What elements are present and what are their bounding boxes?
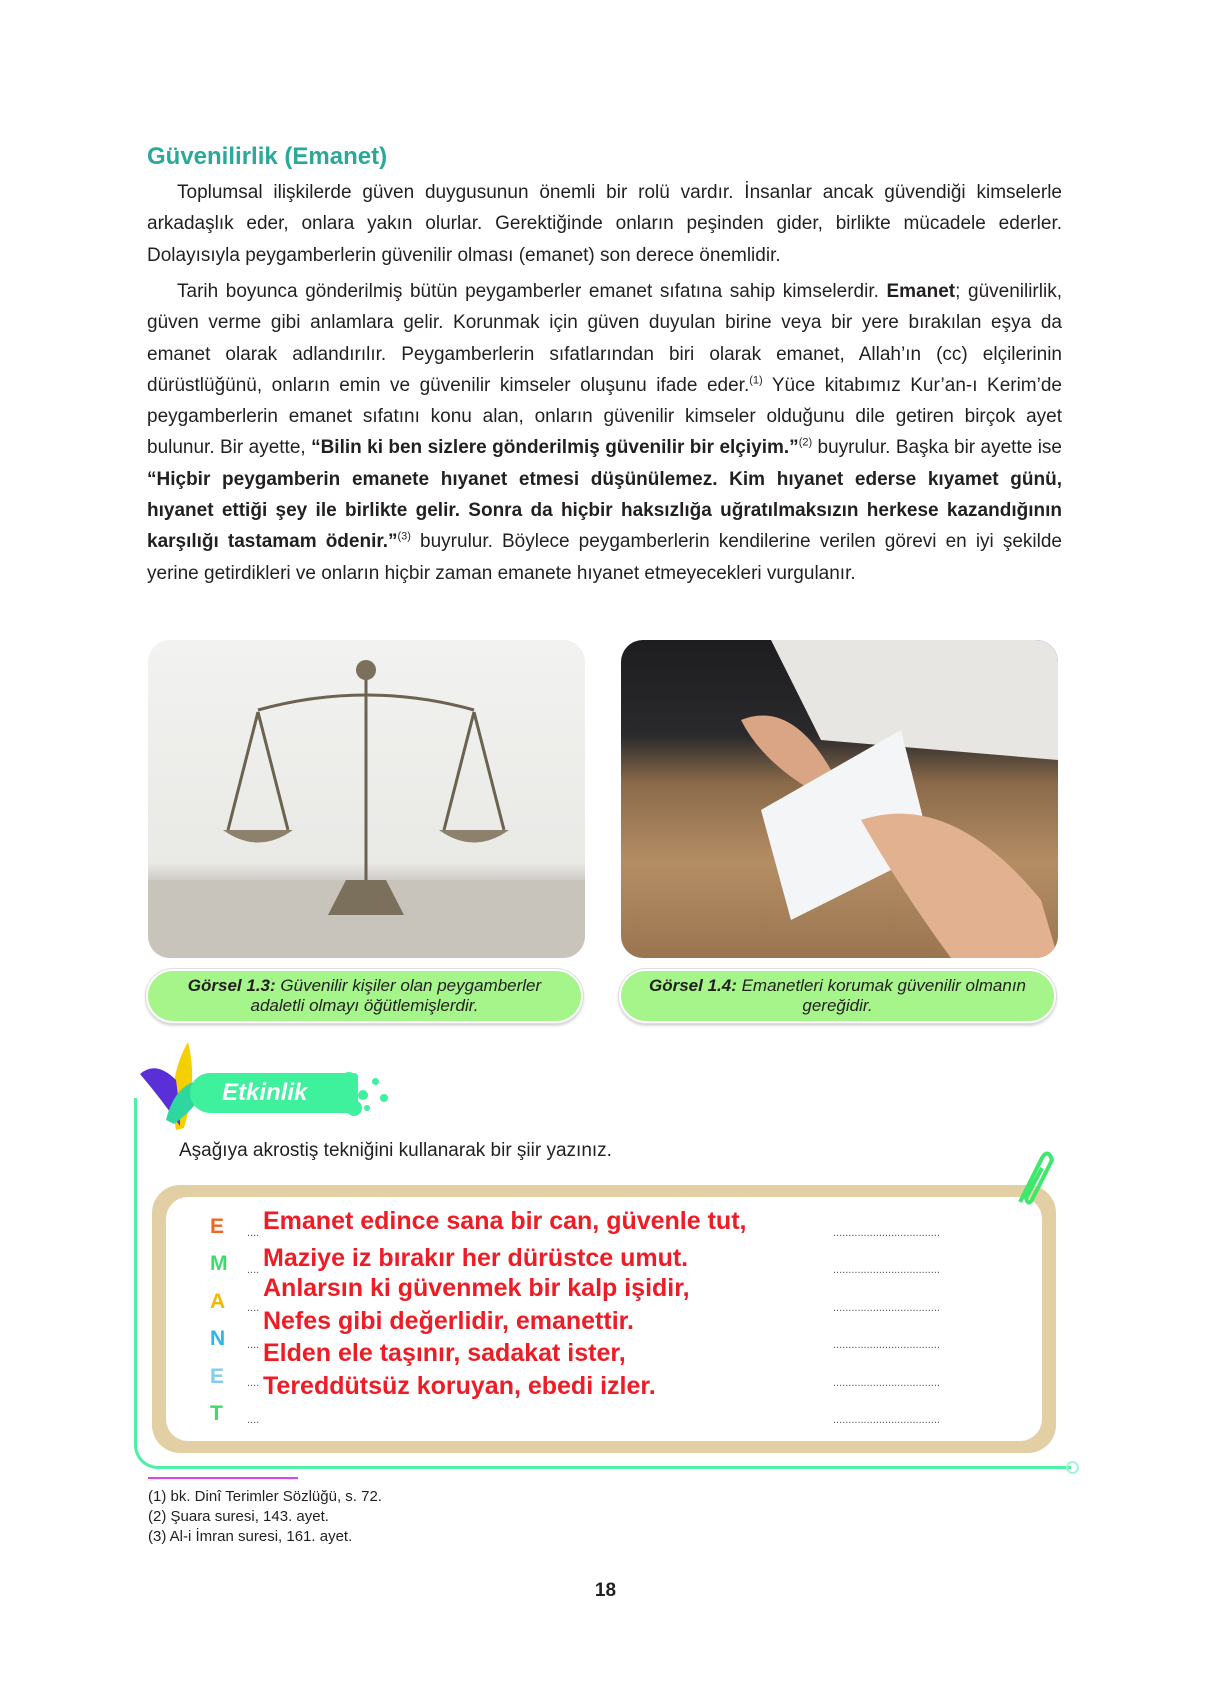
- paperclip-icon: [1012, 1150, 1056, 1210]
- text: buyrulur. Başka bir ayette ise: [812, 437, 1062, 459]
- poem-verse: Elden ele taşınır, sadakat ister,: [263, 1339, 626, 1367]
- footnote-divider: [148, 1477, 298, 1479]
- acrostic-letter: N: [210, 1327, 226, 1350]
- dots: ....: [247, 1414, 260, 1426]
- footnote-1: (1) bk. Dinî Terimler Sözlüğü, s. 72.: [148, 1488, 382, 1505]
- dots: ....: [247, 1339, 260, 1351]
- text: Yüce kitabımız Kur’an-ı Kerim’de peygamberlerin emanet sıfatını konu alan, onların güvenilir kimseler olduğunu dile getiren birçok ayet bulunur. Bir ayette,: [147, 374, 1062, 459]
- verse-quote: “Hiçbir peygamberin emanete hıyanet etmesi düşünülemez. Kim hıyanet ederse kıyamet günü, hıyanet ettiği şey ile birlikte gelir. Sonra da hiçbir haksızlığa uğratılmaksızın herkese kazandığının karşılığı tastamam ödenir.”: [147, 468, 1062, 553]
- decor-dot: [346, 1100, 362, 1116]
- bold-term: Emanet: [886, 281, 956, 302]
- activity-instruction: Aşağıya akrostiş tekniğini kullanarak bir şiir yazınız.: [179, 1140, 612, 1161]
- dots: ....: [247, 1264, 260, 1276]
- dots: ...................................: [833, 1302, 940, 1314]
- poem-verse: Maziye iz bırakır her dürüstce umut.: [263, 1244, 689, 1272]
- scales-of-justice-photo: [148, 640, 585, 958]
- dots: ....: [247, 1302, 260, 1314]
- poem-verse: Emanet edince sana bir can, güvenle tut,: [263, 1207, 747, 1235]
- dots: ...................................: [833, 1414, 940, 1426]
- footnote-3: (3) Al-i İmran suresi, 161. ayet.: [148, 1528, 353, 1545]
- acrostic-letter: E: [210, 1365, 225, 1388]
- decor-dot: [342, 1072, 356, 1086]
- figure-caption-1-4: [619, 969, 1056, 1023]
- poem-verse: Nefes gibi değerlidir, emanettir.: [263, 1307, 634, 1335]
- acrostic-letter: M: [210, 1252, 228, 1275]
- decor-dot: [364, 1105, 370, 1111]
- caption-label: Görsel 1.4:: [649, 976, 737, 995]
- footnote-ref: (2): [798, 437, 813, 450]
- dots: ...................................: [833, 1339, 940, 1351]
- poem-verse: Tereddütsüz koruyan, ebedi izler.: [263, 1372, 656, 1400]
- decor-dot: [372, 1078, 379, 1085]
- envelope-handover-photo: [621, 640, 1058, 958]
- frame-end-circle: [1066, 1461, 1079, 1474]
- acrostic-line: [210, 1372, 1010, 1434]
- text: buyrulur. Böylece peygamberlerin kendilerine verilen görevi en iyi şekilde yerine getirdikleri ve onların hiçbir zaman emanete hıyanet etmeyecekleri vurgulanır.: [147, 531, 1062, 584]
- figure-caption-1-3: [146, 969, 583, 1023]
- caption-text: Güvenilir kişiler olan peygamberler adaletli olmayı öğütlemişlerdir.: [250, 976, 542, 1015]
- text: Tarih boyunca gönderilmiş bütün peygamberler emanet sıfatına sahip kimselerdir.: [177, 281, 887, 302]
- dots: ...................................: [833, 1227, 940, 1239]
- dots: ...................................: [833, 1264, 940, 1276]
- poem-verse: Anlarsın ki güvenmek bir kalp işidir,: [263, 1274, 690, 1302]
- caption-label: Görsel 1.3:: [187, 976, 276, 995]
- decor-dot: [358, 1090, 368, 1100]
- acrostic-letter: A: [210, 1290, 226, 1313]
- verse-quote: “Bilin ki ben sizlere gönderilmiş güvenilir bir elçiyim.”: [311, 437, 799, 459]
- acrostic-letter: T: [210, 1402, 223, 1425]
- acrostic-letter: E: [210, 1215, 225, 1238]
- footnote-ref: (3): [397, 531, 411, 544]
- page-number: 18: [594, 1580, 617, 1601]
- footnote-2: (2) Şuara suresi, 143. ayet.: [148, 1508, 329, 1525]
- footnote-ref: (1): [749, 374, 763, 387]
- activity-badge: Etkinlik: [190, 1073, 358, 1113]
- dots: ...................................: [833, 1377, 940, 1389]
- paragraph-2: [147, 276, 1062, 589]
- decor-dot: [380, 1094, 388, 1102]
- text: ; güvenilirlik, güven verme gibi anlamlara gelir. Korunmak için güven duyulan birine veya bir yere bırakılan eşya da emanet olarak adlandırılır. Peygamberlerin sıfatlarından biri olarak emanet, Allah’ın (cc) elçilerinin dürüstlüğünü, onların emin ve güvenilir kimseler oluşunu ifade eder.: [147, 281, 1062, 396]
- section-title: Güvenilirlik (Emanet): [147, 143, 388, 170]
- dots: ....: [247, 1227, 260, 1239]
- paragraph-1: Toplumsal ilişkilerde güven duygusunun önemli bir rolü vardır. İnsanlar ancak güvendiği kimselerle arkadaşlık eder, onlara yakın olurlar. Gerektiğinde onların peşinden gider, birlikte mücadele ederler. Dolayısıyla peygamberlerin güvenilir olması (emanet) son derece önemlidir.: [147, 182, 1062, 266]
- dots: ....: [247, 1377, 260, 1389]
- acrostic-line: [210, 1207, 1010, 1247]
- caption-text: Emanetleri korumak güvenilir olmanın gereğidir.: [736, 976, 1026, 1015]
